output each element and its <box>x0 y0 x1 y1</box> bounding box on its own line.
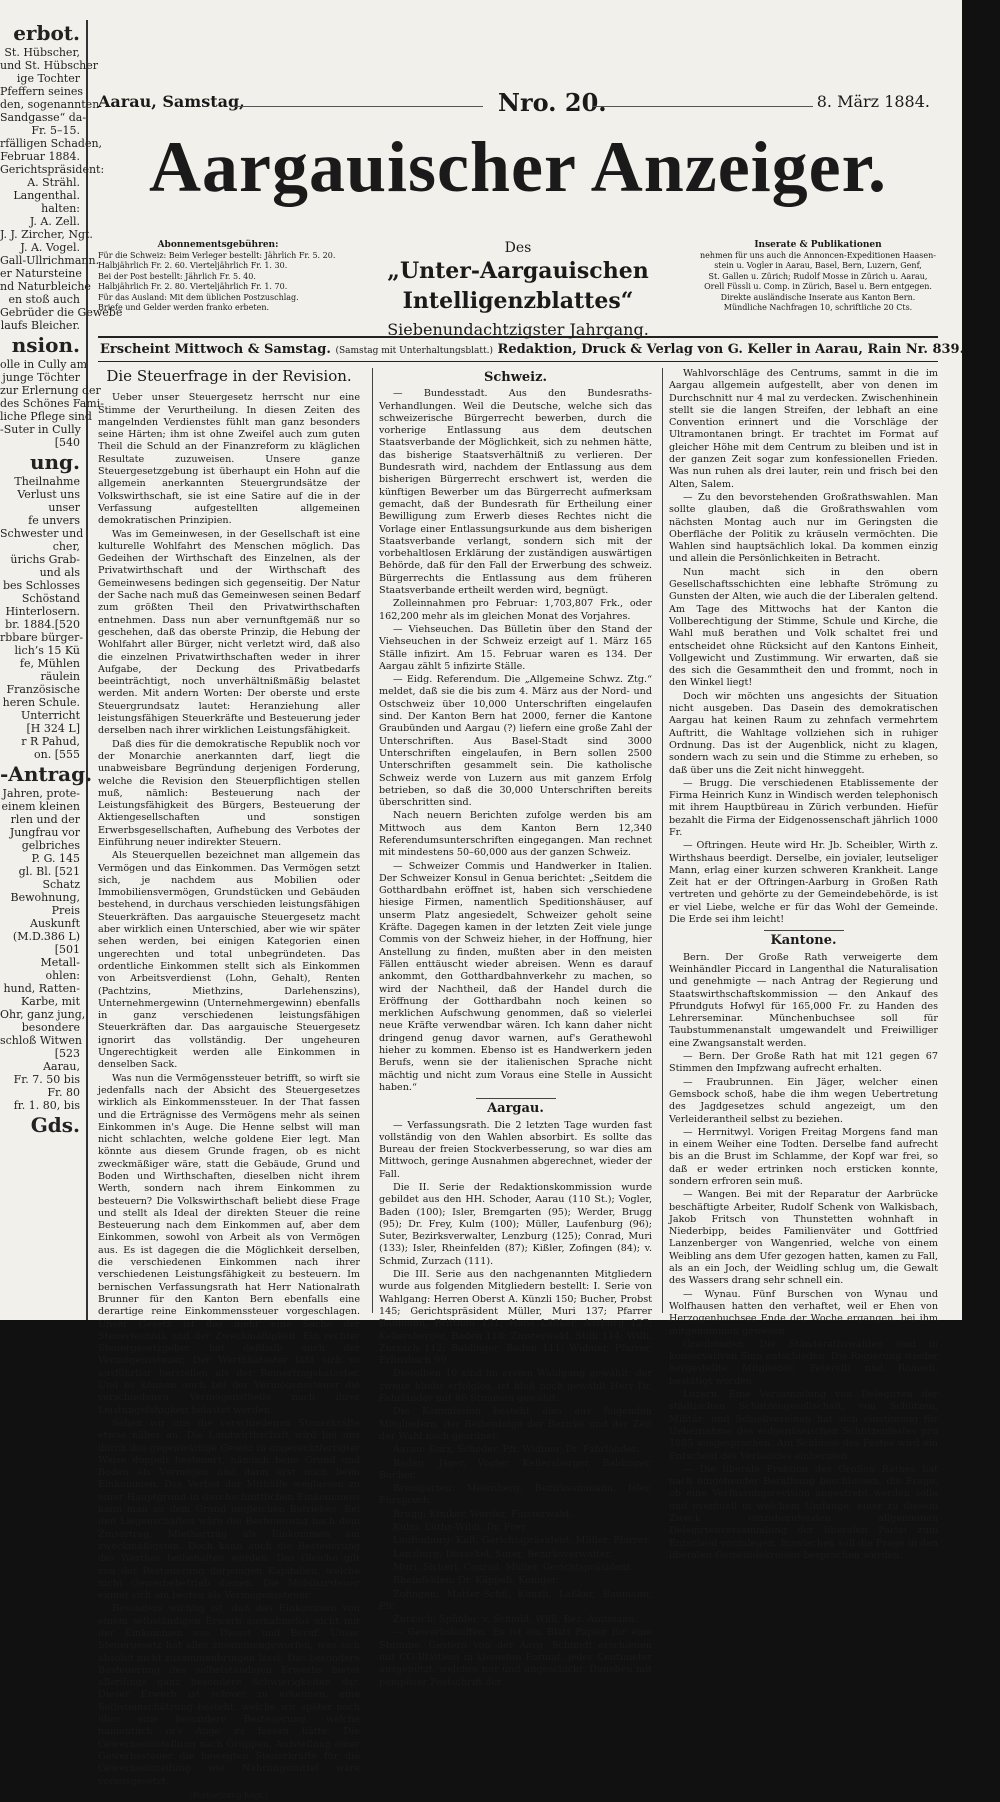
news-paragraph: — Bundesstadt. Aus den Bundesraths-Verhandlungen. Weil die Deutsche, welche sich das schweizerische Bürgerrecht bewerben, durch die vorherige Entlassung aus dem deutschen Staatsverbande der Möglichkeit, sich zu nehmen hätte, das bisherige Staatsverhältniß zu verlieren. Der Bundesrath wird, nachdem der Entlassung aus dem bisherigen Bürgerrecht erschwert ist, werden die künftigen Bewerber um das Bürgerrecht aufmerksam gemacht, daß der Bundesrath für Ertheilung einer Bewilligung zum Erwerb dieses Rechtes nicht die Vorlage einer Entlassungsurkunde aus dem bisherigen Staatsverbande verlangt, sondern sich mit der vorbehaltlosen Erklärung der zuständigen auswärtigen Behörde, daß für den Fall der Erwerbung des schweiz. Bürgerrechts die Entlassung aus dem früheren Staatsverbande ertheilt werden wird, begnügt. <box>379 388 652 597</box>
ads-line: St. Gallen u. Zürich; Rudolf Mosse in Zürich u. Aarau, <box>708 271 928 281</box>
dateline <box>98 88 938 118</box>
news-paragraph: Rheinfelden: Dr. Käppeli, Koniger. <box>393 1575 559 1587</box>
news-paragraph: — Eidg. Referendum. Die „Allgemeine Schwz. Ztg.“ meldet, daß sie die bis zum 4. März aus der Nord- und Ostschweiz über 10,000 Unterschriften eingelaufen sind. Der Kanton Bern hat 2000, ferner die Kantone Graubünden und Aargau (?) liefern eine große Zahl der Unterschriften. Aus Basel-Stadt sind 3000 Unterschriften eingelaufen, in Bern sollen 2500 Unterschriften gesammelt sein. Die katholische Schweiz werde von Luzern aus mit ganzem Erfolg betrieben, so daß die 30,000 Unterschriften bereits überschritten sind. <box>379 674 652 809</box>
ads-line: nehmen für uns auch die Annoncen-Expeditionen Haasen- <box>700 250 936 260</box>
column-3 <box>662 368 938 1561</box>
news-paragraph: Bremgarten: Meienberg, Bezirksammann, Isler, Fürsprech. <box>379 1483 652 1507</box>
news-paragraph: — Brugg. Die verschiedenen Etablissemente der Firma Heinrich Kunz in Windisch werden telephonisch mit ihrem Hauptbüreau in Zürich verbunden. Hiefür bezahlt die Firma der Eidgenossenschaft jährlich 1000 Fr. <box>669 777 938 838</box>
news-paragraph: Die II. Serie der Redaktionskommission wurde gebildet aus den HH. Schoder, Aarau (110 St.); Vogler, Baden (100); Isler, Bremgarten (95); Werder, Brugg (95); Dr. Frey, Kulm (100); Müller, Laufenburg (96); Suter, Bezirksverwalter, Lenzburg (125); Conrad, Muri (133); Isler, Rheinfelden (87); Kißler, Zofingen (84); v. Schmid, Zurzach (111). <box>379 1182 652 1267</box>
news-paragraph: — Viehseuchen. Das Bülletin über den Stand der Viehseuchen in der Schweiz erzeigt auf 1. März 165 Ställe infizirt. Am 15. Februar waren es 134. Der Aargau zählt 5 infizirte Ställe. <box>379 623 652 672</box>
fragment-line: unser <box>48 501 80 514</box>
article-paragraph: Sehen wir uns die verschiedenen Steuerkräfte etwas näher an. Die Landwirthschaft wird bei uns durch das gegenwärtige Gesetz in ungerechtfertigter Weise doppelt besteuert, nämlich beim Grund und Boden als Vermögen und dann erst noch beim Einkommen. Das Verbot der Mithülfe weglassen zu einer Hauptgrund in durchschnittlichen Einkommens kann man an dem Grund ungleichen Betriebes. Bei den Liegenschaften wäre die Besteuerung nach dem Zinsertrag, Miethertrag als Einkommen am zweckmäßigsten. Doch kann auch die Besteuerung des Werthes beibehalten werden. Das Gleiche gilt von der Besteuerung derjenigen Kapitalien, welche nicht Gewerbebetrieb dienen. Die Mobiliarsteuer eignet sich am besten als Vermögenssteuer. <box>98 1417 360 1602</box>
fragment-line: br. 1884.[520 <box>5 618 80 631</box>
fragment-line: [523 <box>54 1047 80 1060</box>
article-paragraph: Besonders wichtig ist, daß das Einkommen von einem selbständigen Erwerb ausnahmslos nicht mit der Einkommen aus Dienst und Beruf. Unser Steuergesetz hat alles zusammengeworfen, was sich absolut nicht zusammenbringen lässt. Das besondere Besteuerung des selbstständigen Erwerbs bietet allerdings ganz besondere Schwierigkeiten dar. Dieser Erwerb ist schwer zu erkennen, eine Selbsteinschätzung besteht, welche wir später noch über eine besondere Besteuerung, welche namentlich in's Auge zu fassen hätte: Die Gewerbeeinstellung nach Gruppen, Aufstellung einer Gewerbesteuer die bewegten Steuerkräfte für die Gewerbeeinteilung wie Nahrungsmittel wäre vorausgesetzt. <box>98 1603 360 1787</box>
fragment-line: on. [555 <box>34 748 80 761</box>
fragment-line: [H 324 L] <box>26 722 80 735</box>
fragment-line: St. Hübscher, <box>4 46 80 59</box>
fragment-line: [540 <box>54 436 80 449</box>
news-paragraph: Brugg: Kiniker, Werder, Finsterwald. <box>393 1508 572 1520</box>
fragment-line: Jungfrau vor <box>9 826 80 839</box>
news-paragraph: — Verfassungsrath. Die 2 letzten Tage wurden fast vollständig von den Wahlen absorbirt. Es sollte das Bureau der freien Stockverbesserung, so war dies am Mittwoch, geringe Ausnahmen abgerechnet, wieder der Fall. <box>379 1119 652 1180</box>
section-heading: Kantone. <box>770 933 837 949</box>
place-day: Aarau, Samstag, <box>98 92 245 111</box>
fragment-line: Schatz <box>42 878 80 891</box>
fragment-line: Fr. 7. 50 bis <box>13 1073 80 1086</box>
section-heading: Aargau. <box>487 1101 544 1117</box>
subscription-line: Halbjährlich Fr. 2. 80. Vierteljährlich Fr. 1. 70. <box>98 282 288 291</box>
article-paragraph: Als Steuerquellen bezeichnet man allgemein das Vermögen und das Einkommen. Das Vermögen setzt sich, je nachdem aus Mobilien oder Immobiliensvermögen, Grundstücken und Gebäuden bestehend, in durchaus verschieden leistungsfähigen Steuerkräften. Das aargauische Steuergesetz macht aber wirklich einen Unterschied, aber wie wir später sehen werden, bei einigen Kategorien einen ungerechten und total unbegründeten. Das ordentliche Einkommen stellt sich als Einkommen von Arbeitsverdienst (Lohn, Gehalt), Renten (Pachtzins, Miethzins, Darlehenszins), Unternehmergewinn (Unternehmergewinn) ebenfalls in ganz verschiedenen leistungsfähigen Steuerkräften dar. Das aargauische Steuergesetz ignorirt das vollständig. Der ungeheuren Ungerechtigkeit werden alle Einkommen in denselben Sack. <box>98 850 360 1071</box>
news-paragraph: Laufenburg: Kalt, Gerichtspräsident, Müller, Pfarrer. <box>393 1535 651 1547</box>
fragment-line: erbot. <box>13 21 80 45</box>
subscription-line: Bei der Post bestellt: Jährlich Fr. 5. 40. <box>98 271 256 281</box>
newspaper-title: Aargauischer Anzeiger. <box>149 127 887 207</box>
imprint-note: (Samstag mit Unterhaltungsblatt.) <box>335 346 494 356</box>
subscription-box <box>98 240 338 314</box>
news-paragraph: Zofingen: Matter-Schil, Künzli, Läßker, Baumann, Pfr. <box>379 1588 652 1612</box>
fragment-line: fe, Mühlen <box>19 657 80 670</box>
article-heading: Die Steuerfrage in der Revision. <box>106 367 352 385</box>
fragment-line: Fr. 5–15. <box>31 124 80 137</box>
fragment-line: laufs Bleicher. <box>0 319 80 332</box>
fragment-line: nsion. <box>11 333 80 357</box>
fragment-line: Gds. <box>30 1113 80 1137</box>
section-divider <box>764 930 844 931</box>
fragment-line: einem kleinen <box>1 800 80 813</box>
fragment-line: er Natursteine <box>0 267 82 280</box>
fragment-line: Karbe, mit <box>21 995 80 1008</box>
fragment-line: ürichs Grab- <box>10 553 80 566</box>
fragment-line: lich’s 15 Kü <box>14 644 80 657</box>
masthead-center <box>328 240 708 339</box>
news-paragraph: — Die liberale Fraktion des Großen Rathes hat nach eingehender Berathung beschlossen, die Frage, ob eine Verfassungsrevision angestrebt werden solle und eventuell in welchem Umfange, einer zu diesem Zweck einzuberufenden allgemeinen Delegirtenversammlung der liberalen Partei zum Entscheid vorzulegen. Inzwischen soll die Frage in den liberalen Gemeindekreisen besprochen werden. <box>669 1463 938 1561</box>
news-paragraph: Graubünden. Die Ständerathswahlen sind in konservativen Sinn entschieden. Die Regierung wieder hergestellte Mitglieder, Peterelli und Romedi, bestätigt worden. <box>669 1338 938 1387</box>
fragment-line: Gerichtspräsident: <box>0 163 105 176</box>
fragment-line: ige Tochter <box>16 72 80 85</box>
fragment-line: gelbriches <box>21 839 80 852</box>
fragment-line: des Schönes Fami- <box>0 397 104 410</box>
fragment-line: rfälligen Schaden, <box>0 137 103 150</box>
news-paragraph: — Oftringen. Heute wird Hr. Jb. Scheibler, Wirth z. Wirthshaus beerdigt. Derselbe, ein jovialer, leutseliger Mann, erlag einer kurzen schweren Krankheit. Lange Zeit hat er der Oftringen-Aarburg in Großen Rath vertreten und gehörte zu der Gemeindebehörde, is ist er viel Liebe, welche er für das Wohl der Gemeinde. Die Erde sei ihm leicht! <box>669 840 938 926</box>
fragment-line: ung. <box>29 450 80 474</box>
fragment-line: fe unvers <box>28 514 80 527</box>
article-paragraph: Ueber unser Steuergesetz herrscht nur eine Stimme der Verurtheilung. In diesen Zeiten des mangelnden Verdienstes fühlt man ganz besonders seine Härten; ihm ist ohne Zweifel auch zum guten Theil die Schuld an der Finanzreform zu kläglichen Resultate zuzuweisen. Unsere ganze Steuergesetzgebung ist überhaupt ein Hohn auf die allgemein anerkannten Steuergrundsätze der Volkswirthschaft, sie ist eine Satire auf die in der Verfassung aufgestellten allgemeinen demokratischen Prinzipien. <box>98 392 360 527</box>
imprint-publisher: Redaktion, Druck & Verlag von G. Keller in Aarau, Rain Nr. 839. <box>497 342 965 357</box>
subscription-line: Für die Schweiz: Beim Verleger bestellt: Jährlich Fr. 5. 20. <box>98 250 336 260</box>
news-paragraph: Muri: Sicherl, Conrad, Müller, Gerichtspräsident. <box>393 1561 634 1573</box>
dateline-rule-right <box>593 106 813 107</box>
fragment-line: rbbare bürger- <box>0 631 84 644</box>
fragment-line: Jahren, prote- <box>2 787 80 800</box>
news-paragraph: Zurzach: Spühler, v. Schmid, Willi, Bez.-Amtmann. <box>393 1614 638 1626</box>
news-paragraph: Wahlvorschläge des Centrums, sammt in die im Aargau allgemein aufgestellt, aber von denen im Durchschnitt nur 4 mal zu verdecken. Zwischenhinein stellt sie die langen Streifen, der lebhaft an eine Convention erinnert und die Vorschläge der Ultramontanen bringt. Er trachtet im Format auf gleicher Höhe mit dem Centrum zu bleiben und ist in der ganzen Zeit sogar zum konfessionellen Frieden. Was nun ruhen als drei lauter, rein und frisch bei den Alten, Salem. <box>669 368 938 490</box>
continued-note: (Fortsetzung folgt.) <box>189 1790 269 1800</box>
ads-line: stein u. Vogler in Aarau, Basel, Bern, Luzern, Genf, <box>714 261 922 270</box>
news-paragraph: Nach neuern Berichten zufolge werden bis am Mittwoch aus dem Kanton Bern 12,340 Referendumsunterschriften eingegangen. Man rechnet mit mindestens 50–60,000 aus der ganzen Schweiz. <box>379 810 652 859</box>
news-paragraph: Die III. Serie aus den nachgenannten Mitgliedern wurde aus folgenden Mitgliedern bestellt: I. Serie von Wahlgang: Herren Oberst A. Künzli 150; Bucher, Probst 145; Gerichtspräsident Müller, Muri 137; Pfarrer Baumann, Brittnau 131; Hans Läßker, Aarburg 127; Kellersberger, Baden 118; Zinsterwald, Stilli 114; Willi, Zurzach 112; Baldinger, Baden 111; Widmer, Pfarrer, Erlinsbach 99. <box>379 1269 652 1367</box>
news-paragraph: Dieselben 10 sind im ersten Wahlgang gewählt; der zweite bliebs erfolglos, ist bloß noch gewählt Herr Dr. Fahrländer mit 86 Stimmen gewählt. <box>379 1368 652 1405</box>
fragment-line: Verlust uns <box>17 488 80 501</box>
fragment-line: Schwester und <box>0 527 84 540</box>
fragment-line: Metall- <box>40 956 80 969</box>
fragment-line: nd Naturbleiche <box>0 280 91 293</box>
fragment-line: Aarau, <box>43 1060 80 1073</box>
news-paragraph: — Fraubrunnen. Ein Jäger, welcher einen Gemsbock schoß, habe die ihm wegen Uebertretung des Jagdgesetzes schuld angezeigt, um den Verleiderantheil selbst zu beziehen. <box>669 1076 938 1125</box>
fragment-line: -Suter in Cully <box>0 423 81 436</box>
subtitle: „Unter-Aargauischen Intelligenzblattes“ <box>387 258 649 314</box>
front-page <box>98 0 965 1800</box>
article-paragraph: Was nun die Vermögenssteuer betrifft, so wirft sie jedenfalls nach der Absicht des Steuergesetzes wirklich als Einkommenssteuer. In der That fassen und die Erträgnisse des Vermögens mehr als seinen Einkommen in's Auge. Die Henne selbst will man nicht schlachten, welche goldene Eier legt. Man könnte aus diesem Grunde fragen, ob es nicht zweckmäßiger wäre, statt die Gebäude, Grund und Boden und Wirthschaften, dieselben nicht ihrem Werth, sondern nach ihrem Einkommen zu besteuern? Die Volkswirthschaft beliebt diese Frage und stellt als Ideal der direkten Steuer die reine Besteuerung nach dem Einkommen auf, aber dem Einkommen, sowohl von Arbeit als von Vermögen aus. Es ist dagegen die die Möglichkeit derselben, die verschiedenen Einkommen nach ihrer verschiedenen Leistungsfähigkeit zu besteuern. Im bernischen Verfassungsrath hat Herr Nationalrath Brunner für den Kanton Bern ebenfalls eine derartige reine Einkommenssteuer vorgeschlagen. Unser Gesetz ist das mehr eine Sache der Steuertechnik und der Zweckmäßigkeit. Ein rechter Steuergesetzgeber hat deßhalb auch der Vermögenssteuer. Der Werthkataster läßt sich so ausführbar herstellen als der Reinertragskataster. Und es können auch bei der Vermögenssteuer die verschiedenen Vermögenstheile nach ihrer Leistungsfähigkeit belastet werden. <box>98 1072 360 1416</box>
fragment-line: rlen und der <box>10 813 80 826</box>
fragment-line: Ohr, ganz jung, <box>0 1008 86 1021</box>
fragment-line: bes Schlosses <box>2 579 80 592</box>
issue-date: 8. März 1884. <box>816 92 930 111</box>
news-paragraph: Nun macht sich in den obern Gesellschaftsschichten eine lebhafte Strömung zu Gunsten der Alten, wie auch die der Liberalen geltend. Am Tage des Mittwochs hat der Kanton die Vollberechtigung der Stimme, Schule und Kirche, die Wahl muß berathen und Volk schaltet frei und entscheidet ohne Rücksicht auf den Kantons Einheit, Vollgewicht und Zustimmung. Wir erwarten, daß sie des sich die Gesammtheit den und frommt, noch in den Winkel liegt! <box>669 566 938 689</box>
news-paragraph: — Wynau. Fünf Burschen von Wynau und Wolfhausen hatten den verhaftet, weil er Ehen von Herzogenbuchsee Ende der Woche ergangen, bei ihm mitgenommen gewesen. <box>669 1288 938 1337</box>
news-paragraph: Zolleinnahmen pro Februar: 1,703,807 Frk., oder 162,200 mehr als im gleichen Monat des Vorjahres. <box>379 598 652 622</box>
fragment-line: Sandgasse“ da- <box>0 111 87 124</box>
fragment-line: Schöstand <box>21 592 80 605</box>
news-paragraph: — Gewerbslauffen. Es ist ein Blatt Papier für eine Stumme. Gestern von der Aarg. Schmidt erschienen mit CO-Blättlein in kleinsten Format, jeder Centimeter ausgenützt, welches nur und ungeschickt. Daneben mit pompöser Festschrift der <box>379 1627 652 1688</box>
news-paragraph: — Herrnitwyl. Vorigen Freitag Morgens fand man in einem Weiher eine Todten. Derselbe fand aufrecht bis an die Brust im Schlamme, der Kopf war frei, so daß er weder ertrinken noch ersticken konnte, sondern erfroren sein muß. <box>669 1126 938 1187</box>
section-divider <box>476 1098 556 1099</box>
fragment-line: und als <box>39 566 80 579</box>
fragment-line: heren Schule. <box>2 696 80 709</box>
news-paragraph: Die Kommission besteht also aus folgenden Mitgliedern, der Reihenfolge der Bezirke und der Zeit der Wahl nach geordnet: <box>379 1406 652 1442</box>
section-heading: Schweiz. <box>483 370 548 385</box>
news-paragraph: Luzern. Eine Versammlung von Delegirten der städtischen Schützengesellschaft, von Schützen, Militär- und Schießvereinen hat sich einstimmig für Uebernahme des eidgenössischen Schützenfestes pro 1885 ausgesprochen. Am Schlusse des Festes wird ein Entscheid des Verbandes einberufen. <box>669 1389 938 1462</box>
adjacent-page-fragment <box>0 20 123 1320</box>
fragment-line: Gebrüder die Gewebe <box>0 306 123 319</box>
news-paragraph: — Zu den bevorstehenden Großrathswahlen. Man sollte glauben, daß die Großrathswahlen vom nächsten Montag auch nur im Geringsten die Oberfläche der Politik zu kräuseln vermöchten. Die Wahlen sind hauptsächlich lokal. Da kommen einzig und allein die Persönlichkeiten in Betracht. <box>669 491 938 565</box>
ads-line: Mündliche Nachfragen 10, schriftliche 20 Cts. <box>723 303 913 312</box>
imprint-schedule: Erscheint Mittwoch & Samstag. <box>100 342 331 357</box>
news-paragraph: Doch wir möchten uns angesichts der Situation nicht ausgeben. Das Dasein des demokratischen Aargau hat keinen Raum zu zehnfach vermehrtem Auftritt, die Wahltage vollziehen sich in ruhiger Ordnung. Das ist der Augenblick, nicht zu klagen, sondern wach zu sein und die Stimme zu erheben, so daß über uns die Zeit nicht hinweggeht. <box>669 690 938 776</box>
dateline-rule-left <box>233 106 483 107</box>
fragment-line: Unterricht <box>21 709 80 722</box>
fragment-line: fr. 1. 80, bis <box>13 1099 80 1112</box>
fragment-line: halten: <box>41 202 80 215</box>
issue-number: Nro. 20. <box>498 88 607 117</box>
fragment-line: -Antrag. <box>0 762 93 786</box>
ads-heading: Inserate & Publikationen <box>754 240 882 250</box>
news-paragraph: — Wangen. Bei mit der Reparatur der Aarbrücke beschäftigte Arbeiter, Rudolf Schenk von Walkisbach, Jakob Fritsch von Thunstetten wohnhaft in Niederbipp, beides Familienväter und Gottfried Lanzenberger von Wangenried, welche von einem Weibling ans dem Ufer gezogen hatten, kamen zu Fall, als an ein Joch, der Weidling schlug um, die Gewalt des Wassers drang sehr schnell ein. <box>669 1189 938 1287</box>
article-paragraph: Was im Gemeinwesen, in der Gesellschaft ist eine kulturelle Wohlfahrt des Menschen möglich. Das Gedeihen der Wirthschaft des Einzelnen, als der Privatwirthschaft und der Wirthschaft des Gemeinwesens bedingen sich gegenseitig. Der Natur der Sache nach muß das Gemeinwesen seinen Bedarf zum größten Theil den Privatwirthschaften entnehmen. Dass nun aber vernunftgemäß nur so geschehen, daß das oberste Prinzip, die Hebung der Wohlfahrt aller Bürger, nicht verletzt wird, daß also die einzelnen Privatwirthschaften weder in ihrer Aufgabe, der Deckung des Privatbedarfs beeinträchtigt, noch unverhältnißmäßig belastet werden. Mit andern Worten: Der oberste und erste Steuergrundsatz lautet: Heranziehung aller leistungsfähigen Steuerkräfte und Besteuerung jeder derselben nach ihrer wirklichen Leistungsfähigkeit. <box>98 528 360 737</box>
fragment-line: gl. Bl. [521 <box>18 865 80 878</box>
fragment-line: räulein <box>40 670 80 683</box>
fragment-line: A. Strähl. <box>27 176 80 189</box>
ads-line: Direkte ausländische Inserate aus Kanton Bern. <box>720 292 916 302</box>
fragment-line: hund, Ratten- <box>3 982 80 995</box>
subscription-line: Briefe und Gelder werden franko erbeten. <box>98 303 270 312</box>
fragment-line: besondere <box>21 1021 80 1034</box>
fragment-line: zur Erlernung der <box>0 384 101 397</box>
fragment-line: [501 <box>54 943 80 956</box>
fragment-line: Bewohnung, <box>10 891 80 904</box>
news-paragraph: — Schweizer Commis und Handwerker in Italien. Der Schweizer Konsul in Genua berichtet: „Seitdem die Gotthardbahn eröffnet ist, haben sich verschiedene hiesige Firmen, namentlich Speditionshäuser, auf unserm Platz angesiedelt, Schweizer geholt seine Kräfte. Dagegen kamen in der letzten Zeit viele junge Commis von der Schweiz hieher, in der Hoffnung, hier Anstellung zu finden, mußten aber in den meisten Fällen enttäuscht wieder abreisen. Wenn es darauf ankommt, den Gotthardbahnverkehr zu machen, so wird der Nachtheil, daß der Handel durch die Eröffnung der Gotthardbahn noch keinen so merklichen Aufschwung genommen, daß so vielerlei neue Kräfte verwendbar wären. Ich kann daher nicht dringend genug davor warnen, auf's Gerathewohl hieher zu kommen. Ebenso ist es Handwerkern jeden Berufs, wenn sie der italienischen Sprache nicht mächtig und nicht zum Voraus eine Stelle in Aussicht haben.“ <box>379 860 652 1093</box>
fragment-line: schloß Witwen <box>0 1034 82 1047</box>
fragment-line: junge Töchter <box>2 371 80 384</box>
news-paragraph: — Bern. Der Große Rath hat mit 121 gegen 67 Stimmen den Impfzwang aufrecht erhalten. <box>669 1051 938 1075</box>
masthead <box>98 240 938 339</box>
fragment-line: Französische <box>6 683 80 696</box>
news-paragraph: Aarau: Kurz, Schoder, Pfr. Widmer, Dr. Fahrländer. <box>393 1444 639 1456</box>
fragment-line: Pfeffern seines <box>0 85 84 98</box>
fragment-line: olle in Cully am <box>0 358 88 371</box>
news-paragraph: Baden: Jäger, Vogler, Kellersberger, Baldinger, Bucher. <box>379 1457 652 1481</box>
fragment-line: Februar 1884. <box>0 150 80 163</box>
des-label: Des <box>504 240 532 256</box>
fragment-line: en stoß auch <box>8 293 80 306</box>
fragment-line: Gall-Ullrichmann. <box>0 254 100 267</box>
fragment-line: Hinterlosern. <box>5 605 80 618</box>
fragment-line: liche Pflege sind <box>0 410 92 423</box>
column-2 <box>372 368 652 1688</box>
subscription-line: Halbjährlich Fr. 2. 60. Vierteljährlich Fr. 1. 30. <box>98 261 288 270</box>
ads-line: Orell Füssli u. Comp. in Zürich, Basel u. Bern entgegen. <box>704 282 932 291</box>
fragment-line: J. J. Zircher, Ngt. <box>0 228 93 241</box>
fragment-line: und St. Hübscher <box>0 59 99 72</box>
fragment-line: P. G. 145 <box>31 852 80 865</box>
article-paragraph: Daß dies für die demokratische Republik noch vor der Monarchie anerkannten darf, liegt die unabweisbare Begründung derjenigen Forderung, welche die Revision den Steuerpflichtigen stellen muß, nämlich: Besteuerung nach der Leistungsfähigkeit des Bürgers, Besteuerung der Aktiengesellschaften und sonstigen Erwerbsgesellschaften, Aufhebung des Verbotes der Einführung neuer indirekter Steuern. <box>98 738 360 848</box>
year-volume: Siebenundachtzigster Jahrgang. <box>387 320 649 339</box>
fragment-line: Fr. 80 <box>47 1086 80 1099</box>
ads-box <box>698 240 938 314</box>
fragment-line: (M.D.386 L) <box>12 930 80 943</box>
fragment-line: J. A. Vogel. <box>20 241 80 254</box>
fragment-line: Langenthal. <box>13 189 80 202</box>
news-paragraph: Bern. Der Große Rath verweigerte dem Weinhändler Piccard in Langenthal die Naturalisation und genehmigte — nach Antrag der Regierung und Staatswirthschaftskommission — den Ankauf des Pfrundguts Hofwyl für 165,000 Fr. zu Handen des Lehrerseminar. Münchenbuchsee soll für Taubstummenanstalt umgewandelt und Freiwilliger eine Zwangsanstalt werden. <box>669 951 938 1049</box>
fragment-line: den, sogenannten <box>0 98 100 111</box>
fragment-line: Theilnahme <box>14 475 80 488</box>
column-1 <box>98 367 360 1800</box>
fragment-line: cher, <box>52 540 80 553</box>
fragment-line: ohlen: <box>45 969 80 982</box>
fragment-line: Preis <box>51 904 80 917</box>
subscription-heading: Abonnementsgebühren: <box>157 240 279 250</box>
fragment-line: r R Pahud, <box>21 735 80 748</box>
fragment-line: Auskunft <box>30 917 80 930</box>
news-paragraph: Lenzburg: Dössekel, Suter, Bezirksverwalter. <box>393 1548 613 1560</box>
imprint-line <box>98 336 965 362</box>
fragment-line: J. A. Zell. <box>29 215 80 228</box>
subscription-line: Für das Ausland: Mit dem üblichen Postzuschlag. <box>98 292 299 302</box>
article-columns <box>98 367 938 1800</box>
news-paragraph: Kulm: Lüthy-Wildi, Dr. Frey. <box>393 1522 528 1534</box>
